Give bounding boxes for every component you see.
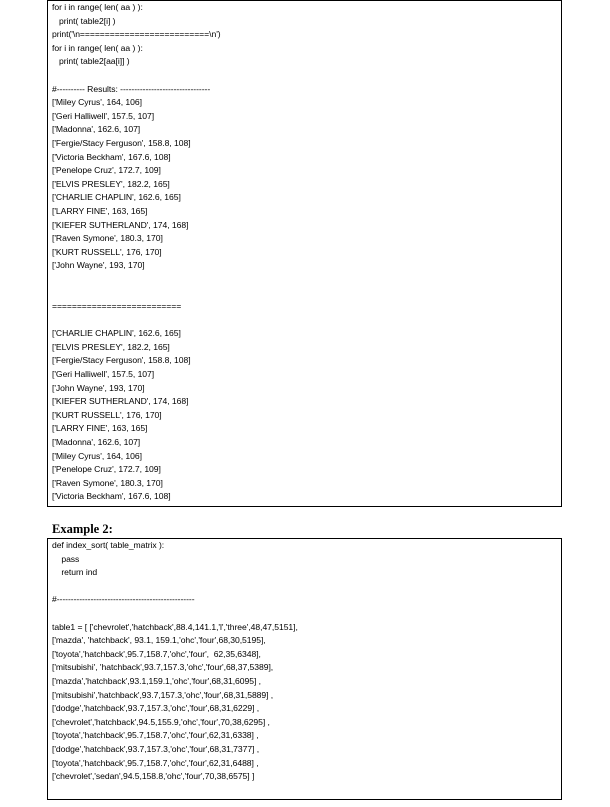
- table-line: ['mazda', 'hatchback', 93.1, 159.1,'ohc','four',68,30,5195],: [52, 635, 266, 646]
- code-line: return ind: [52, 567, 98, 578]
- sorted-result-row: ['Victoria Beckham', 167.6, 108]: [52, 491, 171, 502]
- table-line: ['chevrolet','sedan',94.5,158.8,'ohc','four',70,38,6575] ]: [52, 771, 255, 782]
- sorted-result-row: ['Geri Halliwell', 157.5, 107]: [52, 369, 155, 380]
- blank-line: [52, 607, 561, 621]
- code-line: print( table2[aa[i]] ): [52, 56, 130, 67]
- result-row: ['KURT RUSSELL', 176, 170]: [52, 246, 162, 257]
- table-line: ['toyota','hatchback',95.7,158.7,'ohc','four',62,31,6488] ,: [52, 757, 259, 768]
- result-row: ['Miley Cyrus', 164, 106]: [52, 97, 142, 108]
- table-line: ['mazda','hatchback',93.1,159.1,'ohc','four',68,31,6095] ,: [52, 675, 261, 686]
- result-row: ['Madonna', 162.6, 107]: [52, 124, 141, 135]
- code-output-box-1: [47, 0, 562, 507]
- code-box-2: [47, 538, 562, 800]
- table-line: ['mitsubishi','hatchback',93.7,157.3,'ohc','four',68,31,5889] ,: [52, 689, 274, 700]
- code-line: print( table2[i] ): [52, 15, 116, 26]
- result-row: ['Geri Halliwell', 157.5, 107]: [52, 110, 155, 121]
- sorted-result-row: ['Miley Cyrus', 164, 106]: [52, 450, 142, 461]
- blank-line: [52, 314, 561, 328]
- separator-line: ==========================: [52, 301, 182, 312]
- comment-line: #-------------------------------------------------: [52, 594, 195, 605]
- code-line: print('\n==========================\n'): [52, 29, 221, 40]
- result-row: ['LARRY FINE', 163, 165]: [52, 205, 148, 216]
- sorted-result-row: ['CHARLIE CHAPLIN', 162.6, 165]: [52, 328, 181, 339]
- table-line: ['toyota','hatchback',95.7,158.7,'ohc','four',62,31,6338] ,: [52, 730, 259, 741]
- result-row: ['Penelope Cruz', 172.7, 109]: [52, 165, 161, 176]
- table-line: ['chevrolet','hatchback',94.5,155.9,'ohc','four',70,38,6295] ,: [52, 716, 270, 727]
- sorted-result-row: ['Penelope Cruz', 172.7, 109]: [52, 464, 161, 475]
- sorted-result-row: ['LARRY FINE', 163, 165]: [52, 423, 148, 434]
- sorted-result-row: ['Raven Symone', 180.3, 170]: [52, 477, 163, 488]
- code-line: for i in range( len( aa ) ):: [52, 2, 143, 12]
- code-line: def index_sort( table_matrix ):: [52, 540, 165, 550]
- table-line: table1 = [ ['chevrolet','hatchback',88.4,141.1,'l','three',48,47,5151],: [52, 621, 298, 632]
- table-line: ['dodge','hatchback',93.7,157.3,'ohc','four',68,31,7377] ,: [52, 743, 260, 754]
- result-row: ['Raven Symone', 180.3, 170]: [52, 233, 163, 244]
- code-line: for i in range( len( aa ) ):: [52, 42, 143, 53]
- sorted-result-row: ['Madonna', 162.6, 107]: [52, 437, 141, 447]
- result-row: ['Victoria Beckham', 167.6, 108]: [52, 151, 171, 162]
- result-row: ['John Wayne', 193, 170]: [52, 260, 145, 271]
- blank-line: [52, 286, 561, 300]
- sorted-result-row: ['John Wayne', 193, 170]: [52, 382, 145, 393]
- code-line: pass: [52, 553, 80, 564]
- example-2-heading: Example 2:: [52, 522, 113, 536]
- table-line: ['dodge','hatchback',93.7,157.3,'ohc','four',68,31,6229] ,: [52, 703, 260, 714]
- table-line: ['mitsubishi', 'hatchback',93.7,157.3,'ohc','four',68,37,5389],: [52, 662, 274, 673]
- sorted-result-row: ['KIEFER SUTHERLAND', 174, 168]: [52, 396, 189, 407]
- result-row: ['CHARLIE CHAPLIN', 162.6, 165]: [52, 192, 181, 203]
- sorted-result-row: ['ELVIS PRESLEY', 182.2, 165]: [52, 341, 170, 352]
- result-row: ['Fergie/Stacy Ferguson', 158.8, 108]: [52, 137, 191, 148]
- results-header: #---------- Results: --------------------------------: [52, 83, 211, 94]
- sorted-result-row: ['KURT RUSSELL', 176, 170]: [52, 409, 162, 420]
- result-row: ['KIEFER SUTHERLAND', 174, 168]: [52, 219, 189, 230]
- result-row: ['ELVIS PRESLEY', 182.2, 165]: [52, 178, 170, 189]
- blank-line: [52, 580, 561, 594]
- blank-line: [52, 69, 561, 83]
- blank-line: [52, 273, 561, 287]
- table-line: ['toyota','hatchback',95.7,158.7,'ohc','four', 62,35,6348],: [52, 648, 261, 659]
- sorted-result-row: ['Fergie/Stacy Ferguson', 158.8, 108]: [52, 355, 191, 366]
